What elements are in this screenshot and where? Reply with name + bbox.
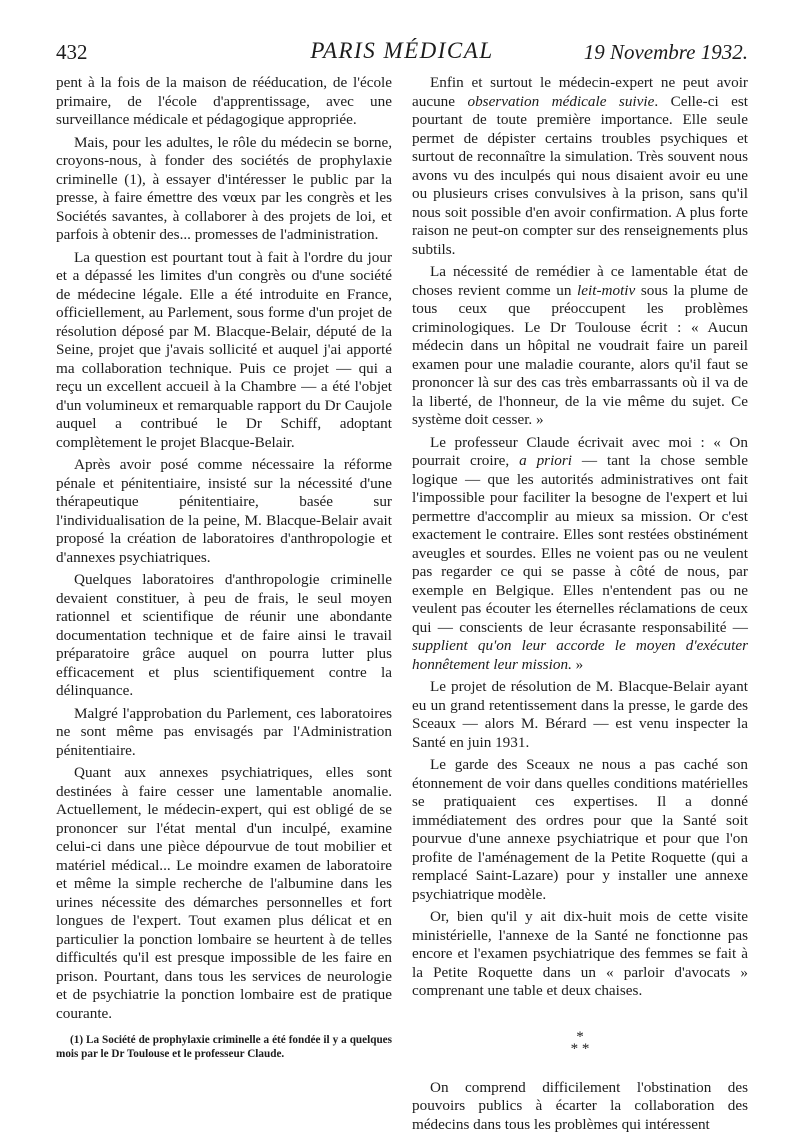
right-column xyxy=(412,74,748,1134)
text-run: Le professeur Claude écrivait avec moi : « On pourrait croire, xyxy=(412,433,748,469)
journal-title: PARIS MÉDICAL xyxy=(310,38,494,63)
text-run: . Celle-ci est pourtant de toute première importance. Elle seule permet de dépister certains troubles psychiques et surtout de reconnaître la simulation. Très souvent nous avons vu des inculpés qui nous disaient avoir eu une ou plusieurs crises convulsives à la prison, sans qu'il nous soit possible d'en avoir confirmation. A plus forte raison ne peut-on compter sur des renseignements plus subtils. xyxy=(412,92,748,258)
separator-bottom: * * xyxy=(570,1040,590,1057)
section-separator xyxy=(412,1028,748,1057)
paragraph: Malgré l'approbation du Parlement, ces laboratoires ne sont même pas envisagés par l'Administration pénitentiaire. xyxy=(56,704,392,759)
page-number: 432 xyxy=(56,40,88,64)
paragraph: Or, bien qu'il y ait dix-huit mois de cette visite ministérielle, l'annexe de la Santé ne fonctionne pas encore et l'examen psychiatrique des femmes se fait à la Petite Roquette dans un « parloir d'avocats » comprenant une table et deux chaises. xyxy=(412,908,748,999)
text-run: » xyxy=(571,655,584,673)
paragraph: pent à la fois de la maison de rééducation, de l'école primaire, de l'école d'apprentissage, avec une surveillance médicale et pédagogique appropriée. xyxy=(56,74,392,128)
paragraph: Mais, pour les adultes, le rôle du médecin se borne, croyons-nous, à fonder des sociétés de prophylaxie criminelle (1), à essayer d'intéresser le public par la presse, à faire émettre des vœux par les congrès et les Sociétés savantes, à collaborer à des projets de loi, et parfois à obtenir des... promesses de l'administration. xyxy=(56,133,392,243)
text-run: — tant la chose semble logique — que les autorités administratives ont fait l'impossible pour faciliter la besogne de l'expert et lui permettre d'accomplir au mieux sa mission. Or c'est exactement le contraire. Elles sont restées obstinément aveugles et sourdes. Elles ne voient pas ou ne veulent pas regarder ce qui se passe à côté de nous, par exemple en Belgique. Elles n'entendent pas ou ne veulent pas écouter les éternelles réclamations de ceux qui — conscients de leur écrasante responsabilité — xyxy=(412,452,748,636)
paragraph: On comprend difficilement l'obstination des pouvoirs publics à écarter la collaboration des médecins dans tous les problèmes qui intéressent xyxy=(412,1078,748,1133)
page-header xyxy=(56,38,748,70)
paragraph xyxy=(412,263,748,430)
paragraph: Quelques laboratoires d'anthropologie criminelle devaient constituer, à peu de frais, le seul moyen rationnel et scientifique de réunir une abondante documentation technique et de faire ainsi le travail préparatoire grâce auquel on pourra lutter plus efficacement et plus scientifiquement contre la délinquance. xyxy=(56,571,392,699)
italic-text: a priori xyxy=(519,452,573,469)
italic-text: supplient qu'on leur accorde le moyen d'exécuter honnêtement leur mission. xyxy=(412,637,748,673)
paragraph: Après avoir posé comme nécessaire la réforme pénale et pénitentiaire, insisté sur la nécessité d'une thérapeutique pénitentiaire, basée sur l'individualisation de la peine, M. Blacque-Belair avait proposé la création de laboratoires d'anthropologie et d'annexes psychiatriques. xyxy=(56,456,392,566)
paragraph: Le projet de résolution de M. Blacque-Belair ayant eu un grand retentissement dans la presse, le garde des Sceaux — alors M. Bérard — est venu inspecter la Santé en juin 1931. xyxy=(412,678,748,751)
left-column xyxy=(56,74,392,1061)
paragraph xyxy=(412,434,748,675)
italic-text: leit-motiv xyxy=(577,281,636,299)
paragraph xyxy=(412,74,748,259)
separator-top: * xyxy=(576,1028,584,1045)
text-run: Enfin et surtout le médecin-expert ne peut avoir aucune xyxy=(412,74,748,110)
paragraph: Le garde des Sceaux ne nous a pas caché son étonnement de voir dans quelles conditions matérielles se pratiquaient ces expertises. Il a donné immédiatement des ordres pour que la Santé soit pourvue d'une annexe psychiatrique et pour que l'on profite de l'aménagement de la Petite Roquette (qui a remplacé Saint-Lazare) pour y installer une annexe psychiatrique modèle. xyxy=(412,756,748,903)
issue-date: 19 Novembre 1932. xyxy=(583,40,748,64)
footnote: (1) La Société de prophylaxie criminelle a été fondée il y a quelques mois par le Dr Toulouse et le professeur Claude. xyxy=(56,1034,392,1060)
paragraph: Quant aux annexes psychiatriques, elles sont destinées à faire cesser une lamentable anomalie. Actuellement, le médecin-expert, qui est obligé de se prononcer sur l'état mental d'un inculpé, examine celui-ci dans une pièce dépourvue de tout mobilier et matériel médical... Le moindre examen de laboratoire et même la simple recherche de l'albumine dans les urines nécessite des démarches personnelles et fort longues de l'expert. Tout examen plus délicat et en particulier la ponction lombaire se heurtent à de telles difficultés qu'il est presque impossible de les faire en prison. Pourtant, dans tous les services de neurologie et de psychiatrie la ponction lombaire est de pratique courante. xyxy=(56,764,392,1022)
italic-text: observation médicale suivie xyxy=(467,92,655,110)
paragraph: La question est pourtant tout à fait à l'ordre du jour et a dépassé les limites d'un congrès ou d'une société de médecine légale. Elle a été introduite en France, officiellement, au Parlement, sous forme d'un projet de résolution déposé par M. Blacque-Belair, député de la Seine, projet que j'avais sollicité et auquel j'ai apporté ma collaboration technique. Puis ce projet — qui a reçu un excellent accueil à la Chambre — a été l'objet d'un volumineux et remarquable rapport du Dr Caujole auquel a contribué le Dr Schiff, adoptant complètement le projet Blacque-Belair. xyxy=(56,248,392,451)
text-run: sous la plume de tous ceux que préoccupent les problèmes criminologiques. Le Dr Toulouse écrit : « Aucun médecin dans un hôpital ne voudrait faire un pareil examen pour une maladie courante, alors qu'il faut se prononcer là sur des cas très embarrassants où il va de la liberté, de l'honneur, de la vie même du sujet. Ce système doit cesser. » xyxy=(412,281,749,428)
text-run: La nécessité de remédier à ce lamentable état de choses revient comme un xyxy=(412,263,748,299)
